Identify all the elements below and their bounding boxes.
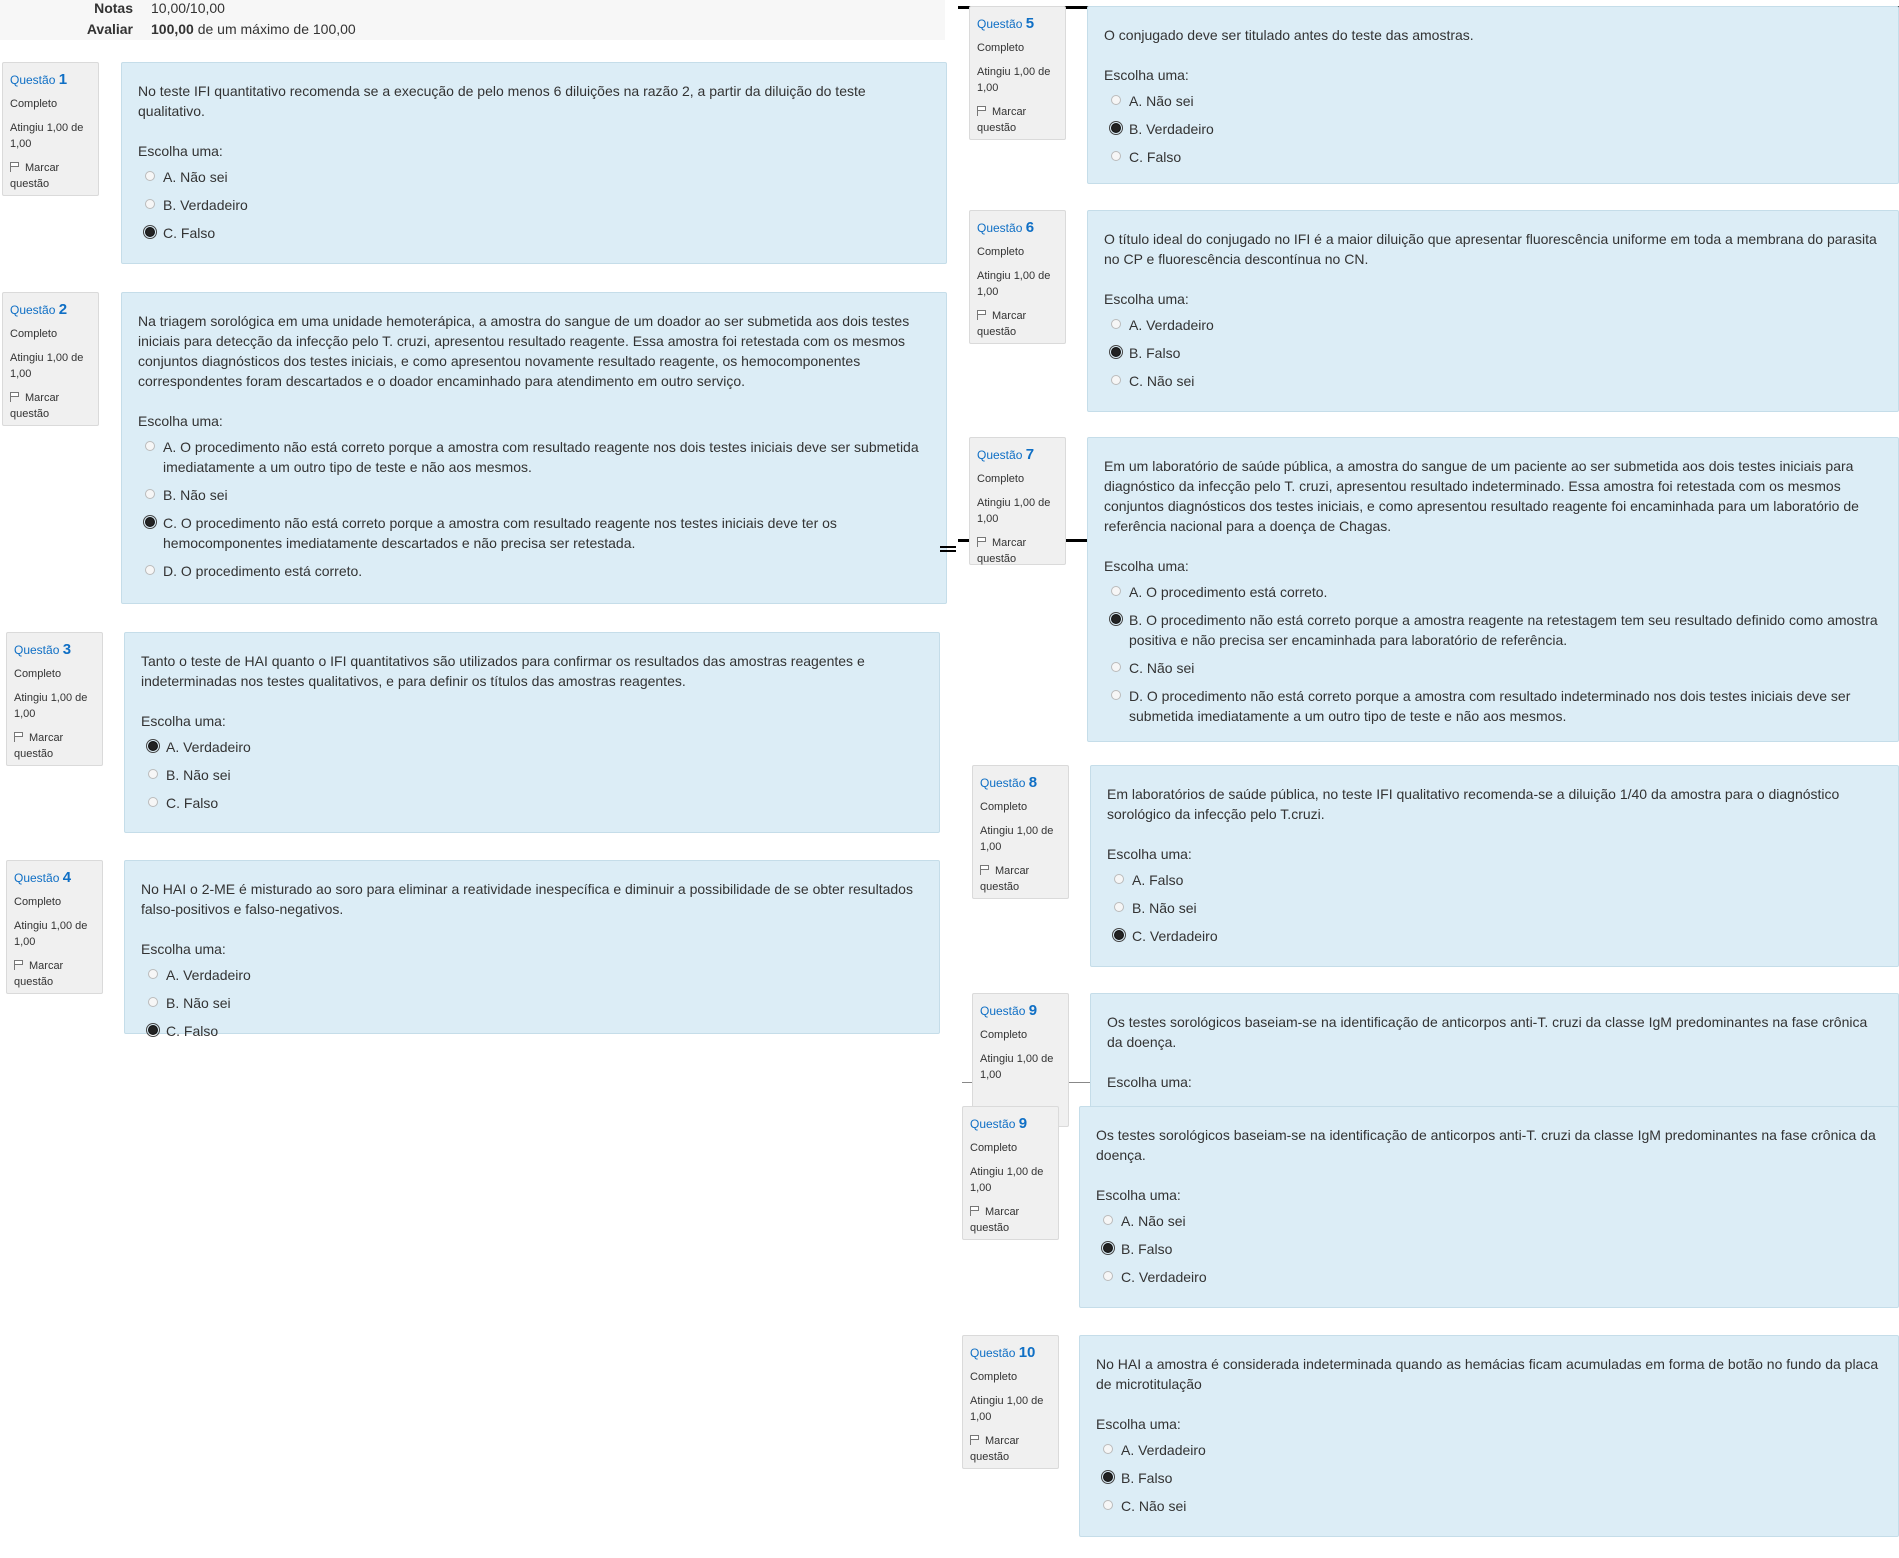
radio-button-selected[interactable] bbox=[1111, 123, 1121, 133]
question-text: Na triagem sorológica em uma unidade hemoterápica, a amostra do sangue de um doador ao ser submetida aos dois testes iniciais para detecção da infecção pelo T. cruzi, apresentou resultado reagente. Essa amostra foi retestada com os mesmos conjuntos diagnósticos dos testes iniciais, e como apresentou novamente resultado reagente, os hemocomponentes correspondentes foram descartados e o doador encaminhado para atendimento em outro serviço. bbox=[138, 313, 910, 389]
question-info bbox=[969, 6, 1066, 140]
question-text: No teste IFI quantitativo recomenda se a execução de pelo menos 6 diluições na razão 2, a partir da diluição do teste qualitativo. bbox=[138, 83, 866, 119]
answer-option[interactable] bbox=[1096, 1496, 1882, 1516]
question-number-value: 1 bbox=[58, 71, 68, 88]
answer-option[interactable] bbox=[138, 167, 930, 187]
question-content bbox=[1087, 6, 1899, 184]
radio-button[interactable] bbox=[1103, 1215, 1113, 1225]
question-info bbox=[962, 1106, 1059, 1240]
answer-option[interactable] bbox=[1104, 371, 1882, 391]
radio-button-selected[interactable] bbox=[1114, 930, 1124, 940]
question-word: Questão bbox=[977, 221, 1023, 235]
radio-button[interactable] bbox=[148, 769, 158, 779]
answer-option[interactable] bbox=[1104, 119, 1882, 139]
question-grade: Atingiu 1,00 de 1,00 bbox=[977, 270, 1051, 298]
question-word: Questão bbox=[977, 448, 1023, 462]
question-grade: Atingiu 1,00 de 1,00 bbox=[977, 497, 1051, 525]
radio-button[interactable] bbox=[1111, 375, 1121, 385]
option-label: A. Não sei bbox=[1129, 93, 1194, 109]
question-content bbox=[121, 292, 947, 604]
question-state: Completo bbox=[970, 1142, 1018, 1154]
radio-button-selected[interactable] bbox=[1111, 347, 1121, 357]
question-number-value: 4 bbox=[62, 869, 72, 886]
radio-button[interactable] bbox=[1111, 586, 1121, 596]
radio-button[interactable] bbox=[1114, 874, 1124, 884]
answer-option[interactable] bbox=[1107, 870, 1882, 890]
option-label: D. O procedimento não está correto porque a amostra com resultado indeterminado nos dois testes iniciais deve ser submetida imediatamente a um outro tipo de teste e não aos mesmos. bbox=[1129, 688, 1851, 724]
answer-prompt: Escolha uma: bbox=[138, 143, 223, 159]
radio-button[interactable] bbox=[145, 171, 155, 181]
question-info bbox=[2, 292, 99, 426]
option-label: B. Não sei bbox=[166, 995, 231, 1011]
question-text: Tanto o teste de HAI quanto o IFI quantitativos são utilizados para confirmar os resultados das amostras reagentes e indeterminadas nos testes qualitativos, e para definir os títulos das amostras reagentes. bbox=[141, 653, 865, 689]
avaliar-label: Avaliar bbox=[86, 21, 133, 37]
question-grade: Atingiu 1,00 de 1,00 bbox=[970, 1395, 1044, 1423]
answer-option[interactable] bbox=[1104, 315, 1882, 335]
question-number bbox=[10, 301, 91, 318]
answer-prompt: Escolha uma: bbox=[1107, 846, 1192, 862]
answer-option[interactable] bbox=[1096, 1239, 1882, 1259]
flag-icon bbox=[980, 865, 991, 875]
flag-question-link[interactable] bbox=[10, 390, 91, 422]
option-label: C. Falso bbox=[163, 225, 216, 241]
flag-question-link[interactable] bbox=[977, 535, 1058, 567]
question-grade: Atingiu 1,00 de 1,00 bbox=[10, 122, 84, 150]
option-label: A. Verdadeiro bbox=[1129, 317, 1214, 333]
answer-option[interactable] bbox=[141, 737, 923, 757]
question-number bbox=[980, 774, 1061, 791]
question-number bbox=[977, 446, 1058, 463]
question-word: Questão bbox=[980, 776, 1026, 790]
question-word: Questão bbox=[970, 1346, 1016, 1360]
answer-prompt: Escolha uma: bbox=[1107, 1074, 1192, 1090]
question-state: Completo bbox=[14, 896, 62, 908]
question-number-value: 6 bbox=[1025, 219, 1035, 236]
flag-label: Marcar questão bbox=[970, 1206, 1020, 1234]
question-state: Completo bbox=[10, 98, 58, 110]
option-label: C. Não sei bbox=[1129, 373, 1195, 389]
question-content bbox=[1087, 437, 1899, 742]
answer-prompt: Escolha uma: bbox=[141, 713, 226, 729]
option-label: B. O procedimento não está correto porque a amostra reagente na retestagem tem seu resultado definido como amostra positiva e não precisa ser encaminhada para laboratório de referência. bbox=[1129, 612, 1878, 648]
avaliar-suffix: de um máximo de 100,00 bbox=[197, 21, 356, 37]
question-text: No HAI o 2-ME é misturado ao soro para eliminar a reatividade inespecífica e diminuir a possibilidade de se obter resultados falso-positivos e falso-negativos. bbox=[141, 881, 913, 917]
answer-prompt: Escolha uma: bbox=[1096, 1416, 1181, 1432]
flag-question-link[interactable] bbox=[977, 308, 1058, 340]
option-label: C. Falso bbox=[1129, 149, 1182, 165]
question-text: O conjugado deve ser titulado antes do teste das amostras. bbox=[1104, 27, 1474, 43]
flag-question-link[interactable] bbox=[14, 958, 95, 990]
answer-option[interactable] bbox=[141, 765, 923, 785]
answer-option[interactable] bbox=[141, 965, 923, 985]
answer-prompt: Escolha uma: bbox=[1104, 67, 1189, 83]
option-label: C. Não sei bbox=[1121, 1498, 1187, 1514]
question-9-cropped bbox=[972, 993, 1899, 1090]
question-state: Completo bbox=[977, 473, 1025, 485]
question-info bbox=[2, 62, 99, 196]
flag-question-link[interactable] bbox=[14, 730, 95, 762]
radio-button[interactable] bbox=[148, 997, 158, 1007]
question-grade: Atingiu 1,00 de 1,00 bbox=[14, 920, 88, 948]
radio-button[interactable] bbox=[1111, 690, 1121, 700]
question-content bbox=[1087, 210, 1899, 412]
question-word: Questão bbox=[10, 303, 56, 317]
question-state: Completo bbox=[10, 328, 58, 340]
answer-option[interactable] bbox=[141, 993, 923, 1013]
option-label: B. Falso bbox=[1121, 1241, 1173, 1257]
option-label: A. Verdadeiro bbox=[1121, 1442, 1206, 1458]
answer-prompt: Escolha uma: bbox=[1104, 558, 1189, 574]
question-number bbox=[970, 1115, 1051, 1132]
flag-label: Marcar questão bbox=[14, 732, 64, 760]
radio-button[interactable] bbox=[1103, 1444, 1113, 1454]
question-word: Questão bbox=[10, 73, 56, 87]
answer-option[interactable] bbox=[1104, 343, 1882, 363]
question-word: Questão bbox=[14, 871, 60, 885]
option-label: B. Não sei bbox=[163, 487, 228, 503]
radio-button-selected[interactable] bbox=[148, 1025, 158, 1035]
answer-option[interactable] bbox=[141, 793, 923, 813]
flag-question-link[interactable] bbox=[980, 863, 1061, 895]
option-label: A. Verdadeiro bbox=[166, 967, 251, 983]
answer-option[interactable] bbox=[1096, 1211, 1882, 1231]
question-state: Completo bbox=[977, 246, 1025, 258]
question-number-value: 10 bbox=[1018, 1344, 1036, 1361]
option-label: A. O procedimento está correto. bbox=[1129, 584, 1328, 600]
option-label: B. Verdadeiro bbox=[163, 197, 248, 213]
question-number-value: 2 bbox=[58, 301, 68, 318]
radio-button-selected[interactable] bbox=[145, 517, 155, 527]
avaliar-value-wrap bbox=[151, 21, 356, 37]
radio-button[interactable] bbox=[145, 441, 155, 451]
question-info bbox=[962, 1335, 1059, 1469]
radio-button-selected[interactable] bbox=[1111, 614, 1121, 624]
radio-button-selected[interactable] bbox=[1103, 1243, 1113, 1253]
radio-button[interactable] bbox=[1111, 662, 1121, 672]
option-label: B. Não sei bbox=[166, 767, 231, 783]
radio-button[interactable] bbox=[1103, 1271, 1113, 1281]
question-state: Completo bbox=[980, 1029, 1028, 1041]
option-label: B. Não sei bbox=[1132, 900, 1197, 916]
option-label: D. O procedimento está correto. bbox=[163, 563, 363, 579]
flag-label: Marcar questão bbox=[977, 310, 1027, 338]
question-number bbox=[10, 71, 91, 88]
question-word: Questão bbox=[970, 1117, 1016, 1131]
flag-icon bbox=[977, 106, 988, 116]
answer-prompt: Escolha uma: bbox=[138, 413, 223, 429]
option-label: C. Não sei bbox=[1129, 660, 1195, 676]
question-word: Questão bbox=[14, 643, 60, 657]
option-label: B. Falso bbox=[1121, 1470, 1173, 1486]
notas-row bbox=[0, 0, 945, 20]
question-info bbox=[969, 210, 1066, 344]
flag-question-link[interactable] bbox=[970, 1433, 1051, 1465]
question-content bbox=[124, 632, 940, 833]
review-summary bbox=[0, 0, 945, 40]
question-word: Questão bbox=[977, 17, 1023, 31]
flag-label: Marcar questão bbox=[10, 392, 60, 420]
flag-label: Marcar questão bbox=[970, 1435, 1020, 1463]
answer-option[interactable] bbox=[138, 561, 930, 581]
flag-label: Marcar questão bbox=[977, 537, 1027, 565]
radio-button[interactable] bbox=[148, 797, 158, 807]
flag-icon bbox=[977, 310, 988, 320]
option-label: A. Falso bbox=[1132, 872, 1184, 888]
answer-option[interactable] bbox=[1107, 898, 1882, 918]
radio-button[interactable] bbox=[1114, 902, 1124, 912]
radio-button-selected[interactable] bbox=[145, 227, 155, 237]
answer-option[interactable] bbox=[1104, 658, 1882, 678]
question-grade: Atingiu 1,00 de 1,00 bbox=[980, 825, 1054, 853]
question-text: Em um laboratório de saúde pública, a amostra do sangue de um paciente ao ser submetida aos dois testes iniciais para diagnóstico da infecção pelo T. cruzi, apresentou resultado indeterminado. Essa amostra foi retestada com os mesmos conjuntos diagnósticos dos testes iniciais, e como apresentou resultado reagente foi encaminhada para um laboratório de referência nacional para a doença de Chagas. bbox=[1104, 458, 1859, 534]
radio-button[interactable] bbox=[145, 489, 155, 499]
flag-label: Marcar questão bbox=[977, 106, 1027, 134]
notas-label: Notas bbox=[94, 0, 133, 16]
answer-option[interactable] bbox=[138, 195, 930, 215]
flag-icon bbox=[14, 960, 25, 970]
answer-option[interactable] bbox=[141, 1021, 923, 1041]
flag-question-link[interactable] bbox=[977, 104, 1058, 136]
flag-icon bbox=[10, 392, 21, 402]
option-label: C. Verdadeiro bbox=[1121, 1269, 1207, 1285]
question-number-value: 9 bbox=[1028, 1002, 1038, 1019]
question-text: Os testes sorológicos baseiam-se na identificação de anticorpos anti-T. cruzi da classe IgM predominantes na fase crônica da doença. bbox=[1107, 1014, 1868, 1050]
answer-prompt: Escolha uma: bbox=[1096, 1187, 1181, 1203]
question-info bbox=[6, 860, 103, 994]
answer-option[interactable] bbox=[1104, 147, 1882, 167]
answer-option[interactable] bbox=[1096, 1440, 1882, 1460]
answer-option[interactable] bbox=[1096, 1267, 1882, 1287]
flag-icon bbox=[977, 537, 988, 547]
answer-option[interactable] bbox=[1104, 686, 1882, 726]
question-number bbox=[980, 1002, 1061, 1019]
question-number bbox=[14, 641, 95, 658]
question-state: Completo bbox=[970, 1371, 1018, 1383]
flag-question-link[interactable] bbox=[970, 1204, 1051, 1236]
question-info bbox=[969, 437, 1066, 565]
option-label: C. O procedimento não está correto porque a amostra com resultado reagente nos testes iniciais deve ter os hemocomponentes imediatamente descartados e não precisa ser retestada. bbox=[163, 515, 837, 551]
question-grade: Atingiu 1,00 de 1,00 bbox=[14, 692, 88, 720]
radio-button[interactable] bbox=[1103, 1500, 1113, 1510]
answer-option[interactable] bbox=[138, 223, 930, 243]
option-label: C. Falso bbox=[166, 795, 219, 811]
option-label: A. Não sei bbox=[1121, 1213, 1186, 1229]
answer-option[interactable] bbox=[138, 485, 930, 505]
question-content bbox=[1090, 765, 1899, 967]
flag-question-link[interactable] bbox=[10, 160, 91, 192]
notas-value: 10,00/10,00 bbox=[151, 0, 225, 16]
question-number bbox=[977, 219, 1058, 236]
question-state: Completo bbox=[977, 42, 1025, 54]
option-label: C. Verdadeiro bbox=[1132, 928, 1218, 944]
question-number-value: 9 bbox=[1018, 1115, 1028, 1132]
flag-icon bbox=[970, 1206, 981, 1216]
question-info bbox=[6, 632, 103, 766]
question-state: Completo bbox=[980, 801, 1028, 813]
flag-label: Marcar questão bbox=[980, 865, 1030, 893]
radio-button[interactable] bbox=[145, 199, 155, 209]
question-text: No HAI a amostra é considerada indeterminada quando as hemácias ficam acumuladas em forma de botão no fundo da placa de microtitulação bbox=[1096, 1356, 1879, 1392]
radio-button-selected[interactable] bbox=[1103, 1472, 1113, 1482]
question-number bbox=[14, 869, 95, 886]
question-content bbox=[1079, 1335, 1899, 1537]
flag-icon bbox=[10, 162, 21, 172]
question-grade: Atingiu 1,00 de 1,00 bbox=[10, 352, 84, 380]
question-state: Completo bbox=[14, 668, 62, 680]
question-text: Em laboratórios de saúde pública, no teste IFI qualitativo recomenda-se a diluição 1/40 da amostra para o diagnóstico sorológico da infecção pelo T.cruzi. bbox=[1107, 786, 1840, 822]
question-info bbox=[972, 765, 1069, 899]
option-label: A. Não sei bbox=[163, 169, 228, 185]
option-label: B. Falso bbox=[1129, 345, 1181, 361]
answer-option[interactable] bbox=[138, 437, 930, 477]
avaliar-value: 100,00 bbox=[151, 21, 194, 37]
answer-option[interactable] bbox=[1107, 926, 1882, 946]
radio-button[interactable] bbox=[148, 969, 158, 979]
question-grade: Atingiu 1,00 de 1,00 bbox=[980, 1053, 1054, 1081]
question-content bbox=[1079, 1106, 1899, 1308]
question-number-value: 7 bbox=[1025, 446, 1035, 463]
answer-option[interactable] bbox=[1104, 91, 1882, 111]
radio-button[interactable] bbox=[1111, 95, 1121, 105]
flag-label: Marcar questão bbox=[10, 162, 60, 190]
option-label: C. Falso bbox=[166, 1023, 219, 1039]
radio-button[interactable] bbox=[1111, 151, 1121, 161]
question-text: Os testes sorológicos baseiam-se na identificação de anticorpos anti-T. cruzi da classe IgM predominantes na fase crônica da doença. bbox=[1096, 1127, 1876, 1163]
answer-prompt: Escolha uma: bbox=[1104, 291, 1189, 307]
avaliar-row bbox=[0, 21, 945, 41]
option-label: A. O procedimento não está correto porque a amostra com resultado reagente nos dois testes iniciais deve ser submetida imediatamente a um outro tipo de teste e não aos mesmos. bbox=[163, 439, 919, 475]
option-label: B. Verdadeiro bbox=[1129, 121, 1214, 137]
question-number-value: 3 bbox=[62, 641, 72, 658]
question-grade: Atingiu 1,00 de 1,00 bbox=[977, 66, 1051, 94]
question-content bbox=[124, 860, 940, 1039]
radio-button-selected[interactable] bbox=[148, 741, 158, 751]
answer-prompt: Escolha uma: bbox=[141, 941, 226, 957]
question-number-value: 8 bbox=[1028, 774, 1038, 791]
divider-mark bbox=[940, 550, 956, 552]
question-number bbox=[977, 15, 1058, 32]
question-text: O título ideal do conjugado no IFI é a maior diluição que apresentar fluorescência uniforme em toda a membrana do parasita no CP e fluorescência descontínua no CN. bbox=[1104, 231, 1877, 267]
question-word: Questão bbox=[980, 1004, 1026, 1018]
radio-button[interactable] bbox=[1111, 319, 1121, 329]
question-number bbox=[970, 1344, 1051, 1361]
answer-option[interactable] bbox=[138, 513, 930, 553]
question-number-value: 5 bbox=[1025, 15, 1035, 32]
flag-icon bbox=[14, 732, 25, 742]
divider-mark bbox=[940, 546, 956, 548]
answer-option[interactable] bbox=[1096, 1468, 1882, 1488]
flag-label: Marcar questão bbox=[14, 960, 64, 988]
question-grade: Atingiu 1,00 de 1,00 bbox=[970, 1166, 1044, 1194]
radio-button[interactable] bbox=[145, 565, 155, 575]
question-content bbox=[121, 62, 947, 264]
answer-option[interactable] bbox=[1104, 582, 1882, 602]
option-label: A. Verdadeiro bbox=[166, 739, 251, 755]
flag-icon bbox=[970, 1435, 981, 1445]
answer-option[interactable] bbox=[1104, 610, 1882, 650]
